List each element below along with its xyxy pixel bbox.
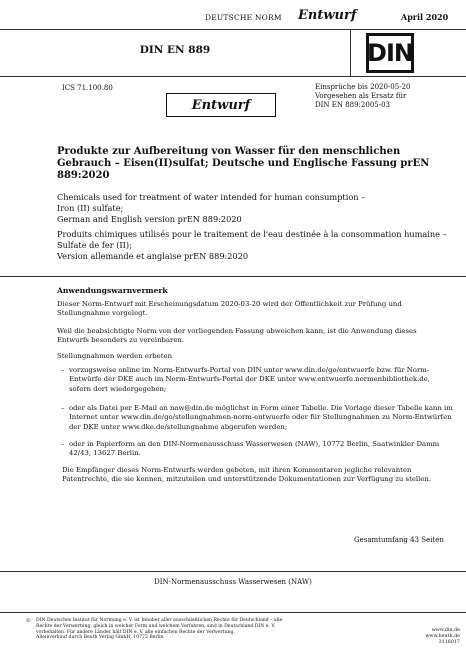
replaced-standard: DIN EN 889:2005-03: [315, 101, 390, 109]
din-logo: [366, 33, 414, 73]
ics-code: ICS 71.100.80: [62, 84, 113, 92]
title-english: [57, 192, 437, 224]
footer-links: [340, 628, 460, 646]
beuth-website-link[interactable]: www.beuth.de: [425, 634, 460, 639]
title-french-line: Version allemande et anglaise prEN 889:2020: [57, 250, 249, 261]
footer-divider: [0, 612, 466, 613]
footer-line: vorbehalten. Für andere Länder hält DIN e. V. alle einfachen Rechte der Verwertung.: [36, 629, 235, 635]
din-website-link[interactable]: www.din.de: [431, 628, 460, 633]
warning-paragraph: Dieser Norm-Entwurf mit Erscheinungsdatum 2020-03-20 wird der Öffentlichkeit zur Prüfung und Stellungnahme vorgelegt.: [57, 300, 402, 318]
title-french: [57, 229, 449, 261]
committee-name: DIN-Normenausschuss Wasserwesen (NAW): [154, 578, 312, 586]
title-english-line: Chemicals used for treatment of water intended for human consumption –: [57, 192, 366, 202]
patent-notice: Die Empfänger dieses Norm-Entwurfs werden gebeten, mit ihren Kommentaren jegliche relevanten Patentrechte, die sie kennen, mitzuteilen und unterstützende Dokumentationen zur Verfügung zu stellen.: [62, 466, 432, 484]
warning-divider-top: [0, 276, 466, 277]
warning-paragraph: Weil die beabsichtigte Norm von der vorliegenden Fassung abweichen kann, ist die Anwendung dieses Entwurfs besonders zu vereinbaren.: [57, 327, 417, 345]
title-french-line: Sulfate de fer (II);: [57, 239, 132, 250]
publication-date: April 2020: [401, 12, 449, 22]
objection-info: [315, 83, 455, 110]
footer-line: Alleinverkauf durch Beuth Verlag GmbH, 10772 Berlin: [36, 635, 164, 641]
title-english-line: German and English version prEN 889:2020: [57, 213, 242, 224]
footer-line: Rechte der Verwertung, gleich in welcher Form und welchem Verfahren, sind in Deutschland DIN e. V.: [36, 623, 276, 629]
bullet-dash: –: [61, 440, 65, 448]
copyright-symbol: ©: [26, 618, 31, 624]
footer-text: [36, 618, 344, 641]
bullet-dash: –: [61, 404, 65, 412]
bullet-dash: –: [61, 366, 65, 374]
standard-type-label: DEUTSCHE NORM: [205, 13, 282, 22]
list-item: vorzugsweise online im Norm-Entwurfs-Portal von DIN unter www.din.de/go/entwuerfe bzw. für Norm-Entwürfe der DKE auch im Norm-Entwurfs-Portal der DKE unter www.entwuerfe.normenbibliothek.de, sofern dort wiedergegeben;: [69, 366, 430, 393]
footer-line: DIN Deutsches Institut für Normung e. V. ist Inhaber aller ausschließlichen Rechte für Deutschland – alle: [36, 618, 283, 623]
list-item: oder in Papierform an den DIN-Normenausschuss Wasserwesen (NAW), 10772 Berlin, Saatwinkler Damm 42/43, 13627 Berlin.: [69, 440, 440, 458]
comments-request: Stellungnahmen werden erbeten: [57, 352, 173, 360]
number-divider: [0, 76, 466, 77]
title-english-line: Iron (II) sulfate;: [57, 202, 124, 213]
draft-stamp-box: Entwurf: [166, 93, 276, 117]
list-item: oder als Datei per E-Mail an naw@din.de möglichst in Form einer Tabelle. Die Vorlage dieser Tabelle kann im Internet unter www.din.de/go/stellungnahmen-norm-entwuerfe oder für Stellungnahmen zu Norm-Entwürfen der DKE unter www.dke.de/stellungnahme abgerufen werden;: [69, 404, 453, 431]
draft-label: Entwurf: [298, 8, 357, 23]
total-pages: Gesamtumfang 43 Seiten: [354, 536, 444, 544]
replacement-note: Vorgesehen als Ersatz für: [315, 92, 407, 100]
objection-deadline: Einsprüche bis 2020-05-20: [315, 83, 411, 91]
header-divider: [0, 29, 466, 30]
committee-divider: [0, 571, 466, 572]
document-number: 3116017: [438, 640, 460, 645]
din-logo-text: DIN: [367, 39, 413, 67]
title-french-line: Produits chimiques utilisés pour le traitement de l'eau destinée à la consommation humaine –: [57, 229, 447, 239]
logo-divider: [350, 29, 351, 76]
warning-heading: Anwendungswarnvermerk: [57, 286, 168, 295]
title-german: Produkte zur Aufbereitung von Wasser für den menschlichen Gebrauch – Eisen(II)sulfat; Deutsche und Englische Fassung prEN 889:2020: [57, 146, 430, 181]
standard-number: DIN EN 889: [139, 44, 211, 56]
